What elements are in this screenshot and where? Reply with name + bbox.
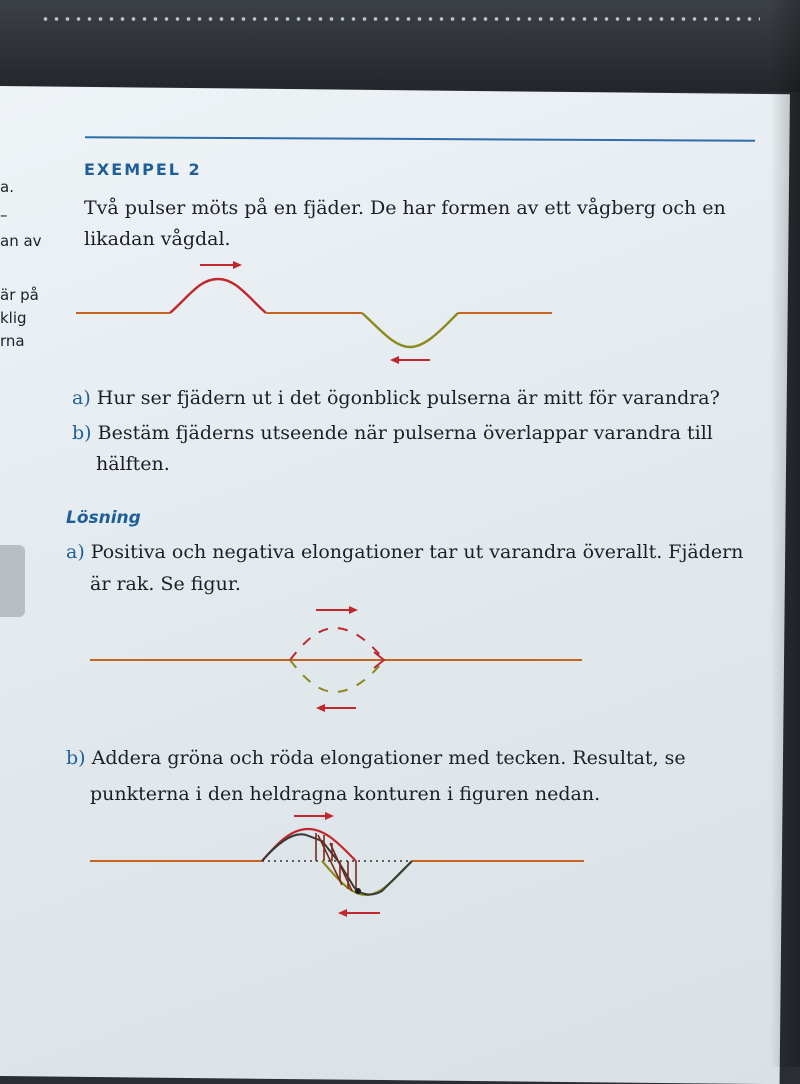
crest-arrow	[200, 261, 242, 269]
trough-pulse	[362, 313, 458, 347]
margin-fragment: an av	[0, 232, 42, 250]
trough-arrow	[338, 909, 380, 917]
solution-a	[66, 537, 743, 568]
sum-point	[355, 888, 361, 894]
question-b	[72, 418, 713, 449]
solution-a-label: a)	[66, 541, 85, 563]
question-b-text-2: hälften.	[96, 453, 170, 475]
pulse-figure-half-overlap	[0, 805, 800, 925]
solution-a-text-1: Positiva och negativa elongationer tar ut varandra överallt. Fjädern	[90, 541, 744, 563]
question-a-label: a)	[72, 387, 91, 409]
example-heading: EXEMPEL 2	[84, 160, 202, 179]
solution-heading: Lösning	[66, 508, 141, 528]
crest-arrow	[294, 812, 334, 820]
question-a-text: Hur ser fjädern ut i det ögonblick pulserna är mitt för varandra?	[96, 387, 720, 409]
decorative-dots	[40, 12, 760, 26]
crest-arrow	[316, 606, 358, 614]
solution-b	[66, 743, 686, 774]
crest-pulse	[262, 829, 356, 861]
crest-pulse	[170, 279, 266, 313]
pulse-figure-initial	[0, 255, 800, 375]
trough-pulse	[322, 861, 412, 895]
dashed-crest	[290, 628, 384, 660]
solution-b-label: b)	[66, 747, 86, 769]
question-b-label: b)	[72, 422, 92, 444]
pulse-figure-overlap	[0, 600, 800, 720]
question-a	[72, 383, 720, 414]
intro-line-1: Två pulser möts på en fjäder. De har formen av ett vågberg och en	[84, 197, 726, 219]
solution-b-text-1: Addera gröna och röda elongationer med tecken. Resultat, se	[91, 747, 686, 769]
margin-fragment: rna	[0, 332, 25, 350]
margin-fragment: är på	[0, 286, 39, 304]
trough-arrow	[316, 704, 356, 712]
book-cover-band	[0, 0, 800, 92]
dashed-trough	[290, 660, 384, 692]
question-b-text-1: Bestäm fjäderns utseende när pulserna överlappar varandra till	[97, 422, 713, 444]
trough-arrow	[390, 356, 430, 364]
solution-a-text-2: är rak. Se figur.	[90, 573, 241, 595]
solution-b-text-2: punkterna i den heldragna konturen i figuren nedan.	[90, 783, 601, 805]
margin-fragment: klig	[0, 309, 27, 327]
margin-fragment: –	[0, 206, 8, 224]
intro-line-2: likadan vågdal.	[84, 228, 231, 250]
margin-fragment: a.	[0, 178, 14, 196]
